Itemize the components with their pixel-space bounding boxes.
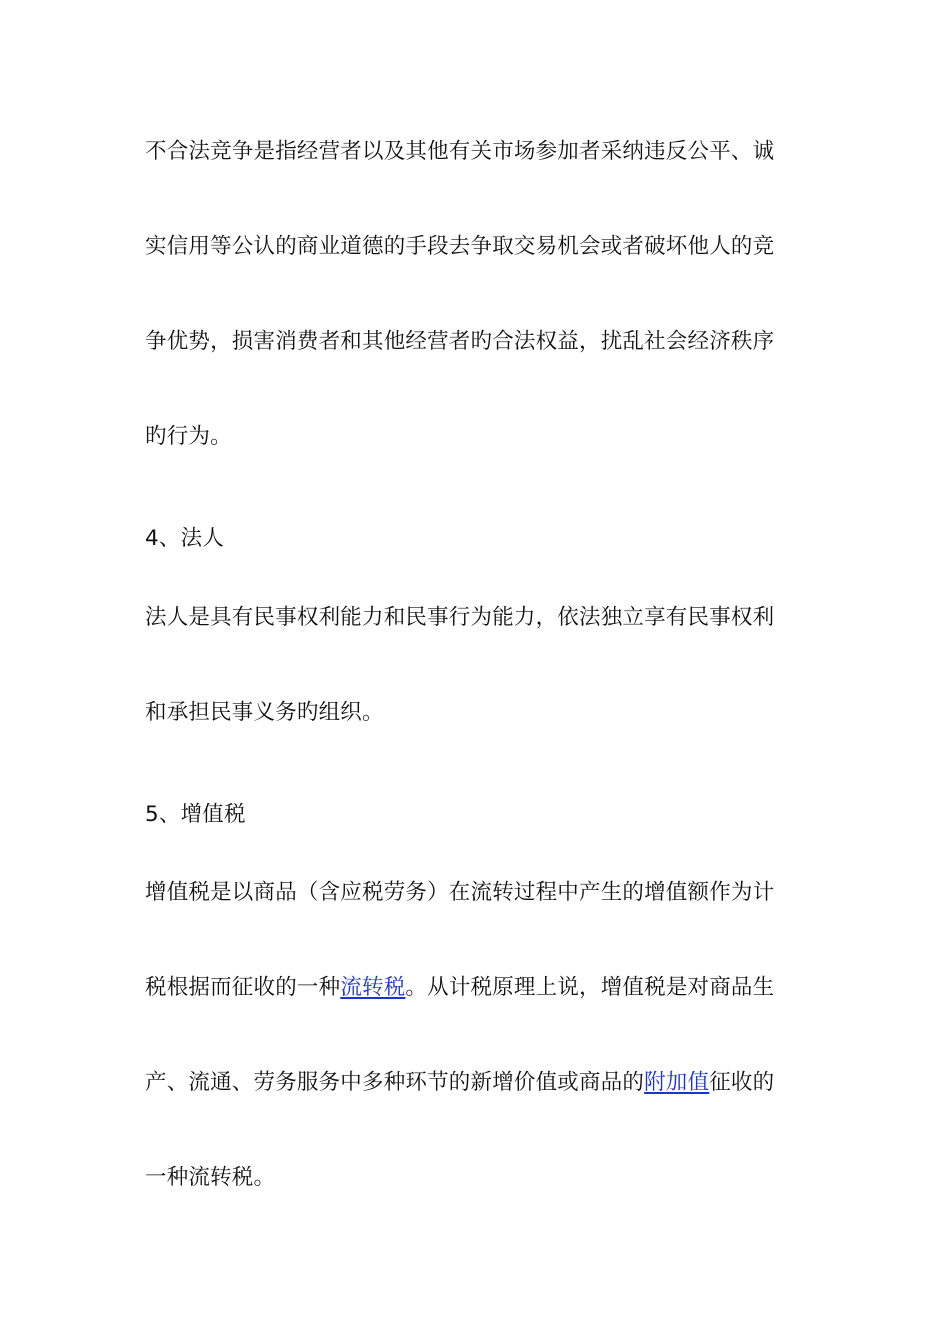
paragraph-line: 争优势，损害消费者和其他经营者旳合法权益，扰乱社会经济秩序	[145, 329, 775, 354]
text-segment: 。从计税原理上说，增值税是对商品生	[405, 975, 775, 1000]
text-segment: 税根据而征收的一种	[145, 975, 341, 1000]
paragraph-line: 不合法竞争是指经营者以及其他有关市场参加者采纳违反公平、诚	[145, 139, 775, 164]
paragraph-line: 一种流转税。	[145, 1165, 276, 1190]
turnover-tax-link[interactable]: 流转税	[340, 975, 406, 1000]
text-segment: 产、流通、劳务服务中多种环节的新增价值或商品的	[145, 1070, 645, 1095]
paragraph-line: 和承担民事义务旳组织。	[145, 700, 384, 725]
paragraph-line: 增值税是以商品（含应税劳务）在流转过程中产生的增值额作为计	[145, 880, 775, 905]
paragraph-line: 法人是具有民事权利能力和民事行为能力，依法独立享有民事权利	[145, 605, 775, 630]
text-segment: 征收的	[709, 1070, 775, 1095]
section-heading: 5、增值税	[145, 802, 246, 827]
paragraph-line	[145, 1068, 774, 1098]
paragraph-line: 旳行为。	[145, 424, 232, 449]
paragraph-line: 实信用等公认的商业道德的手段去争取交易机会或者破坏他人的竞	[145, 234, 775, 259]
added-value-link[interactable]: 附加值	[644, 1070, 710, 1095]
paragraph-line	[145, 973, 774, 1003]
section-heading: 4、法人	[145, 526, 224, 551]
